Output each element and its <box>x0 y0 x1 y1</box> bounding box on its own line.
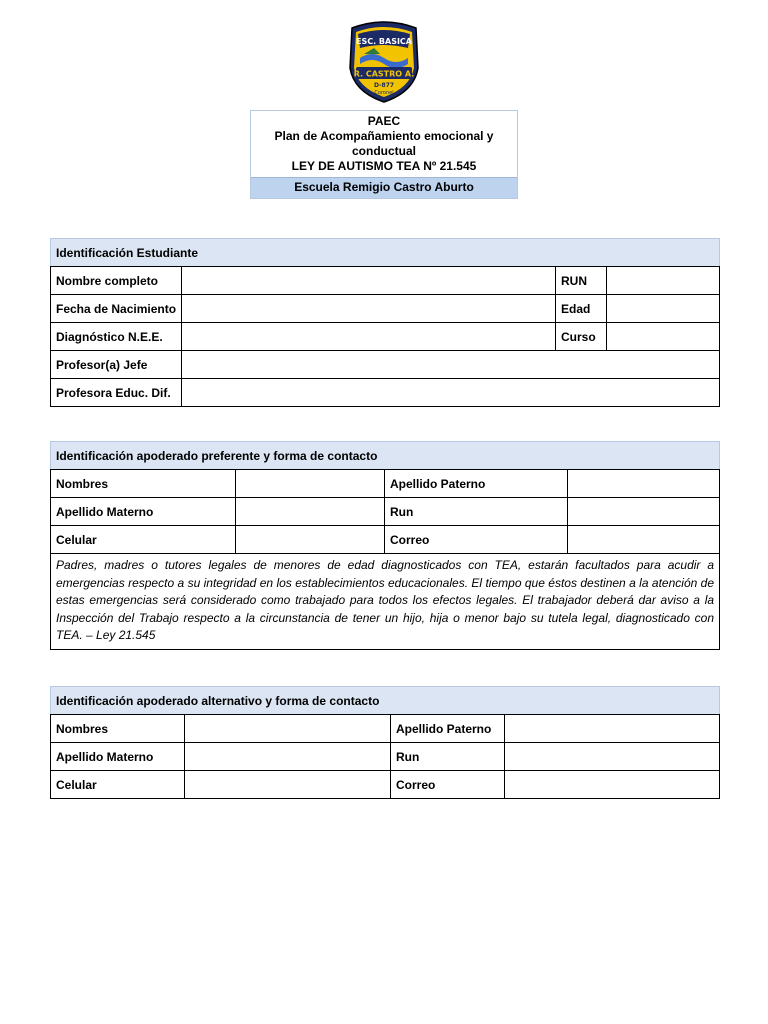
primary-email-label: Correo <box>385 526 568 554</box>
document-title-box <box>250 110 518 199</box>
birth-date-label: Fecha de Nacimiento <box>51 295 182 323</box>
table-row <box>51 295 720 323</box>
diagnosis-label: Diagnóstico N.E.E. <box>51 323 182 351</box>
table-row <box>51 715 720 743</box>
primary-paternal-label: Apellido Paterno <box>385 470 568 498</box>
alternate-paternal-label: Apellido Paterno <box>391 715 505 743</box>
title-plan-line-2: conductual <box>351 144 416 158</box>
law-notice: Padres, madres o tutores legales de menores de edad diagnosticados con TEA, estarán facultados para acudir a emergencias respecto a su integridad en los establecimientos educacionales. El tiempo que éstos destinen a la atención de estas emergencias será considerado como trabajado para todos los efectos legales. El trabajador deberá dar aviso a la Inspección del Trabajo respecto a la circunstancia de tener un hijo, hija o menor bajo su tutela legal, diagnosticado con TEA. – Ley 21.545 <box>51 554 720 650</box>
course-field[interactable] <box>607 323 720 351</box>
svg-text:Coronel: Coronel <box>374 90 394 96</box>
primary-maternal-label: Apellido Materno <box>51 498 236 526</box>
table-row <box>51 526 720 554</box>
svg-text:D-877: D-877 <box>373 82 395 89</box>
primary-email-field[interactable] <box>568 526 720 554</box>
table-row <box>51 498 720 526</box>
title-law: LEY DE AUTISMO TEA Nº 21.545 <box>291 159 477 173</box>
table-row <box>51 470 720 498</box>
table-row <box>51 771 720 799</box>
title-plan-line: Plan de Acompañamiento emocional y <box>274 129 494 143</box>
alternate-phone-field[interactable] <box>185 771 391 799</box>
table-row <box>51 351 720 379</box>
diagnosis-field[interactable] <box>182 323 556 351</box>
alternate-email-field[interactable] <box>505 771 720 799</box>
primary-maternal-field[interactable] <box>236 498 385 526</box>
svg-text:ESC. BASICA: ESC. BASICA <box>355 37 413 46</box>
primary-run-label: Run <box>385 498 568 526</box>
special-ed-teacher-field[interactable] <box>182 379 720 407</box>
alternate-email-label: Correo <box>391 771 505 799</box>
alternate-run-field[interactable] <box>505 743 720 771</box>
primary-names-label: Nombres <box>51 470 236 498</box>
run-label: RUN <box>556 267 607 295</box>
primary-phone-field[interactable] <box>236 526 385 554</box>
alternate-names-field[interactable] <box>185 715 391 743</box>
head-teacher-field[interactable] <box>182 351 720 379</box>
special-ed-teacher-label: Profesora Educ. Dif. <box>51 379 182 407</box>
primary-names-field[interactable] <box>236 470 385 498</box>
primary-guardian-table <box>50 441 720 650</box>
primary-paternal-field[interactable] <box>568 470 720 498</box>
table-row <box>51 323 720 351</box>
title-acronym: PAEC <box>367 114 401 128</box>
alternate-guardian-section-title: Identificación apoderado alternativo y forma de contacto <box>51 687 720 715</box>
full-name-field[interactable] <box>182 267 556 295</box>
student-table <box>50 238 720 407</box>
run-field[interactable] <box>607 267 720 295</box>
alternate-names-label: Nombres <box>51 715 185 743</box>
head-teacher-label: Profesor(a) Jefe <box>51 351 182 379</box>
course-label: Curso <box>556 323 607 351</box>
alternate-guardian-table <box>50 686 720 799</box>
alternate-maternal-label: Apellido Materno <box>51 743 185 771</box>
alternate-run-label: Run <box>391 743 505 771</box>
school-logo <box>344 18 424 104</box>
age-field[interactable] <box>607 295 720 323</box>
table-row <box>51 267 720 295</box>
table-row <box>51 379 720 407</box>
primary-run-field[interactable] <box>568 498 720 526</box>
svg-text:R. CASTRO A.: R. CASTRO A. <box>353 69 415 79</box>
birth-date-field[interactable] <box>182 295 556 323</box>
age-label: Edad <box>556 295 607 323</box>
full-name-label: Nombre completo <box>51 267 182 295</box>
school-name: Escuela Remigio Castro Aburto <box>251 177 517 198</box>
primary-phone-label: Celular <box>51 526 236 554</box>
alternate-phone-label: Celular <box>51 771 185 799</box>
alternate-maternal-field[interactable] <box>185 743 391 771</box>
alternate-paternal-field[interactable] <box>505 715 720 743</box>
table-row <box>51 743 720 771</box>
student-section-title: Identificación Estudiante <box>51 239 720 267</box>
primary-guardian-section-title: Identificación apoderado preferente y forma de contacto <box>51 442 720 470</box>
